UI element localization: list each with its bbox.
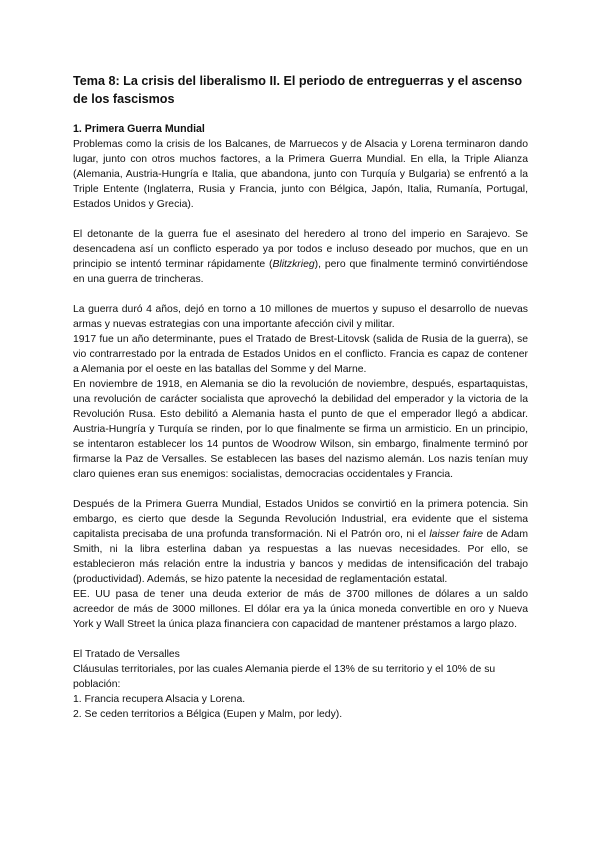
paragraph-alianzas: Problemas como la crisis de los Balcanes, de Marruecos y de Alsacia y Lorena terminaron dando lugar, junto con otros muchos factores, a la Primera Guerra Mundial. En ella, la Triple Alianza (Alemania, Austria-Hungría e Italia, que abandona, junto con Turquía y Bulgaria) se enfrentó a la Triple Entente (Inglaterra, Rusia y Francia, junto con Bélgica, Japón, Italia, Rumanía, Portugal, Estados Unidos y Grecia). [73,139,528,210]
paragraph-duracion: La guerra duró 4 años, dejó en torno a 10 millones de muertos y supuso el desarrollo de nuevas armas y nuevas estrategias con una importante afección civil y militar. [73,304,528,330]
paragraph-clausulas: Cláusulas territoriales, por las cuales Alemania pierde el 13% de su territorio y el 10% de su población: [73,664,496,690]
paragraph-noviembre-1918: En noviembre de 1918, en Alemania se dio la revolución de noviembre, después, espartaquistas, una revolución de carácter socialista que aprovechó la debilidad del emperador y la victoria de la Revolución Rusa. Esto debilitó a Alemania hasta el punto de que el emperador llegó a abdicar. Austria-Hungría y Turquía se rinden, por lo que finalmente se firma un armisticio. En un principio, se intentaron establecer los 14 puntos de Woodrow Wilson, sin embargo, finalmente terminó por firmarse la Paz de Versalles. Se establecen las bases del nazismo alemán. Los nazis tenían muy claro quienes eran sus enemigos: socialistas, democracias occidentales y Francia. [73,379,528,480]
text-run: ), pero que finalmente terminó convirtiéndose en una guerra de trincheras. [73,259,528,285]
paragraph-deuda-eeuu: EE. UU pasa de tener una deuda exterior de más de 3700 millones de dólares a un saldo acreedor de más de 3000 millones. El dólar era ya la única moneda convertible en oro y Nueva York y Wall Street la única plaza financiera con capacidad de mantener préstamos a largo plazo. [73,589,528,630]
text-run: de Adam Smith, ni la libra esterlina daban ya respuestas a las nuevas necesidades. Por ello, se establecieron más relación entre la industria y bancos y medidas de intensificación del trabajo (productividad). Además, se hizo patente la necesidad de reglamentación estatal. [73,529,528,585]
paragraph-estados-unidos [73,497,528,587]
document-body [73,72,528,722]
italic-term-blitzkrieg: Blitzkrieg [272,259,315,270]
text-run: Después de la Primera Guerra Mundial, Estados Unidos se convirtió en la primera potencia. Sin embargo, es cierto que desde la Segunda Revolución Industrial, era evidente que el sistema capitalista precisaba de una profunda transformación. Ni el Patrón oro, ni el [73,499,528,540]
document-title: Tema 8: La crisis del liberalismo II. El periodo de entreguerras y el ascenso de los fascismos [73,74,523,106]
text-run: El detonante de la guerra fue el asesinato del heredero al trono del imperio en Sarajevo. Se desencadena así un conflicto esperado ya por todos e incluso deseado por muchos, que en un principio se intentó terminar rápidamente ( [73,229,528,270]
list-item: 1. Francia recupera Alsacia y Lorena. [73,694,246,705]
section-heading-primera-guerra: 1. Primera Guerra Mundial [73,123,205,135]
paragraph-detonante [73,227,528,287]
paragraph-1917: 1917 fue un año determinante, pues el Tratado de Brest-Litovsk (salida de Rusia de la guerra), se vio contrarrestado por la entrada de Estados Unidos en el conflicto. Francia es capaz de contener a Alemania por el oeste en las batallas del Somme y del Marne. [73,334,528,375]
list-item: 2. Se ceden territorios a Bélgica (Eupen y Malm, por ledy). [73,709,343,720]
section-heading-versalles: El Tratado de Versalles [73,649,180,660]
italic-term-laisser-faire: laisser faire [429,529,484,540]
